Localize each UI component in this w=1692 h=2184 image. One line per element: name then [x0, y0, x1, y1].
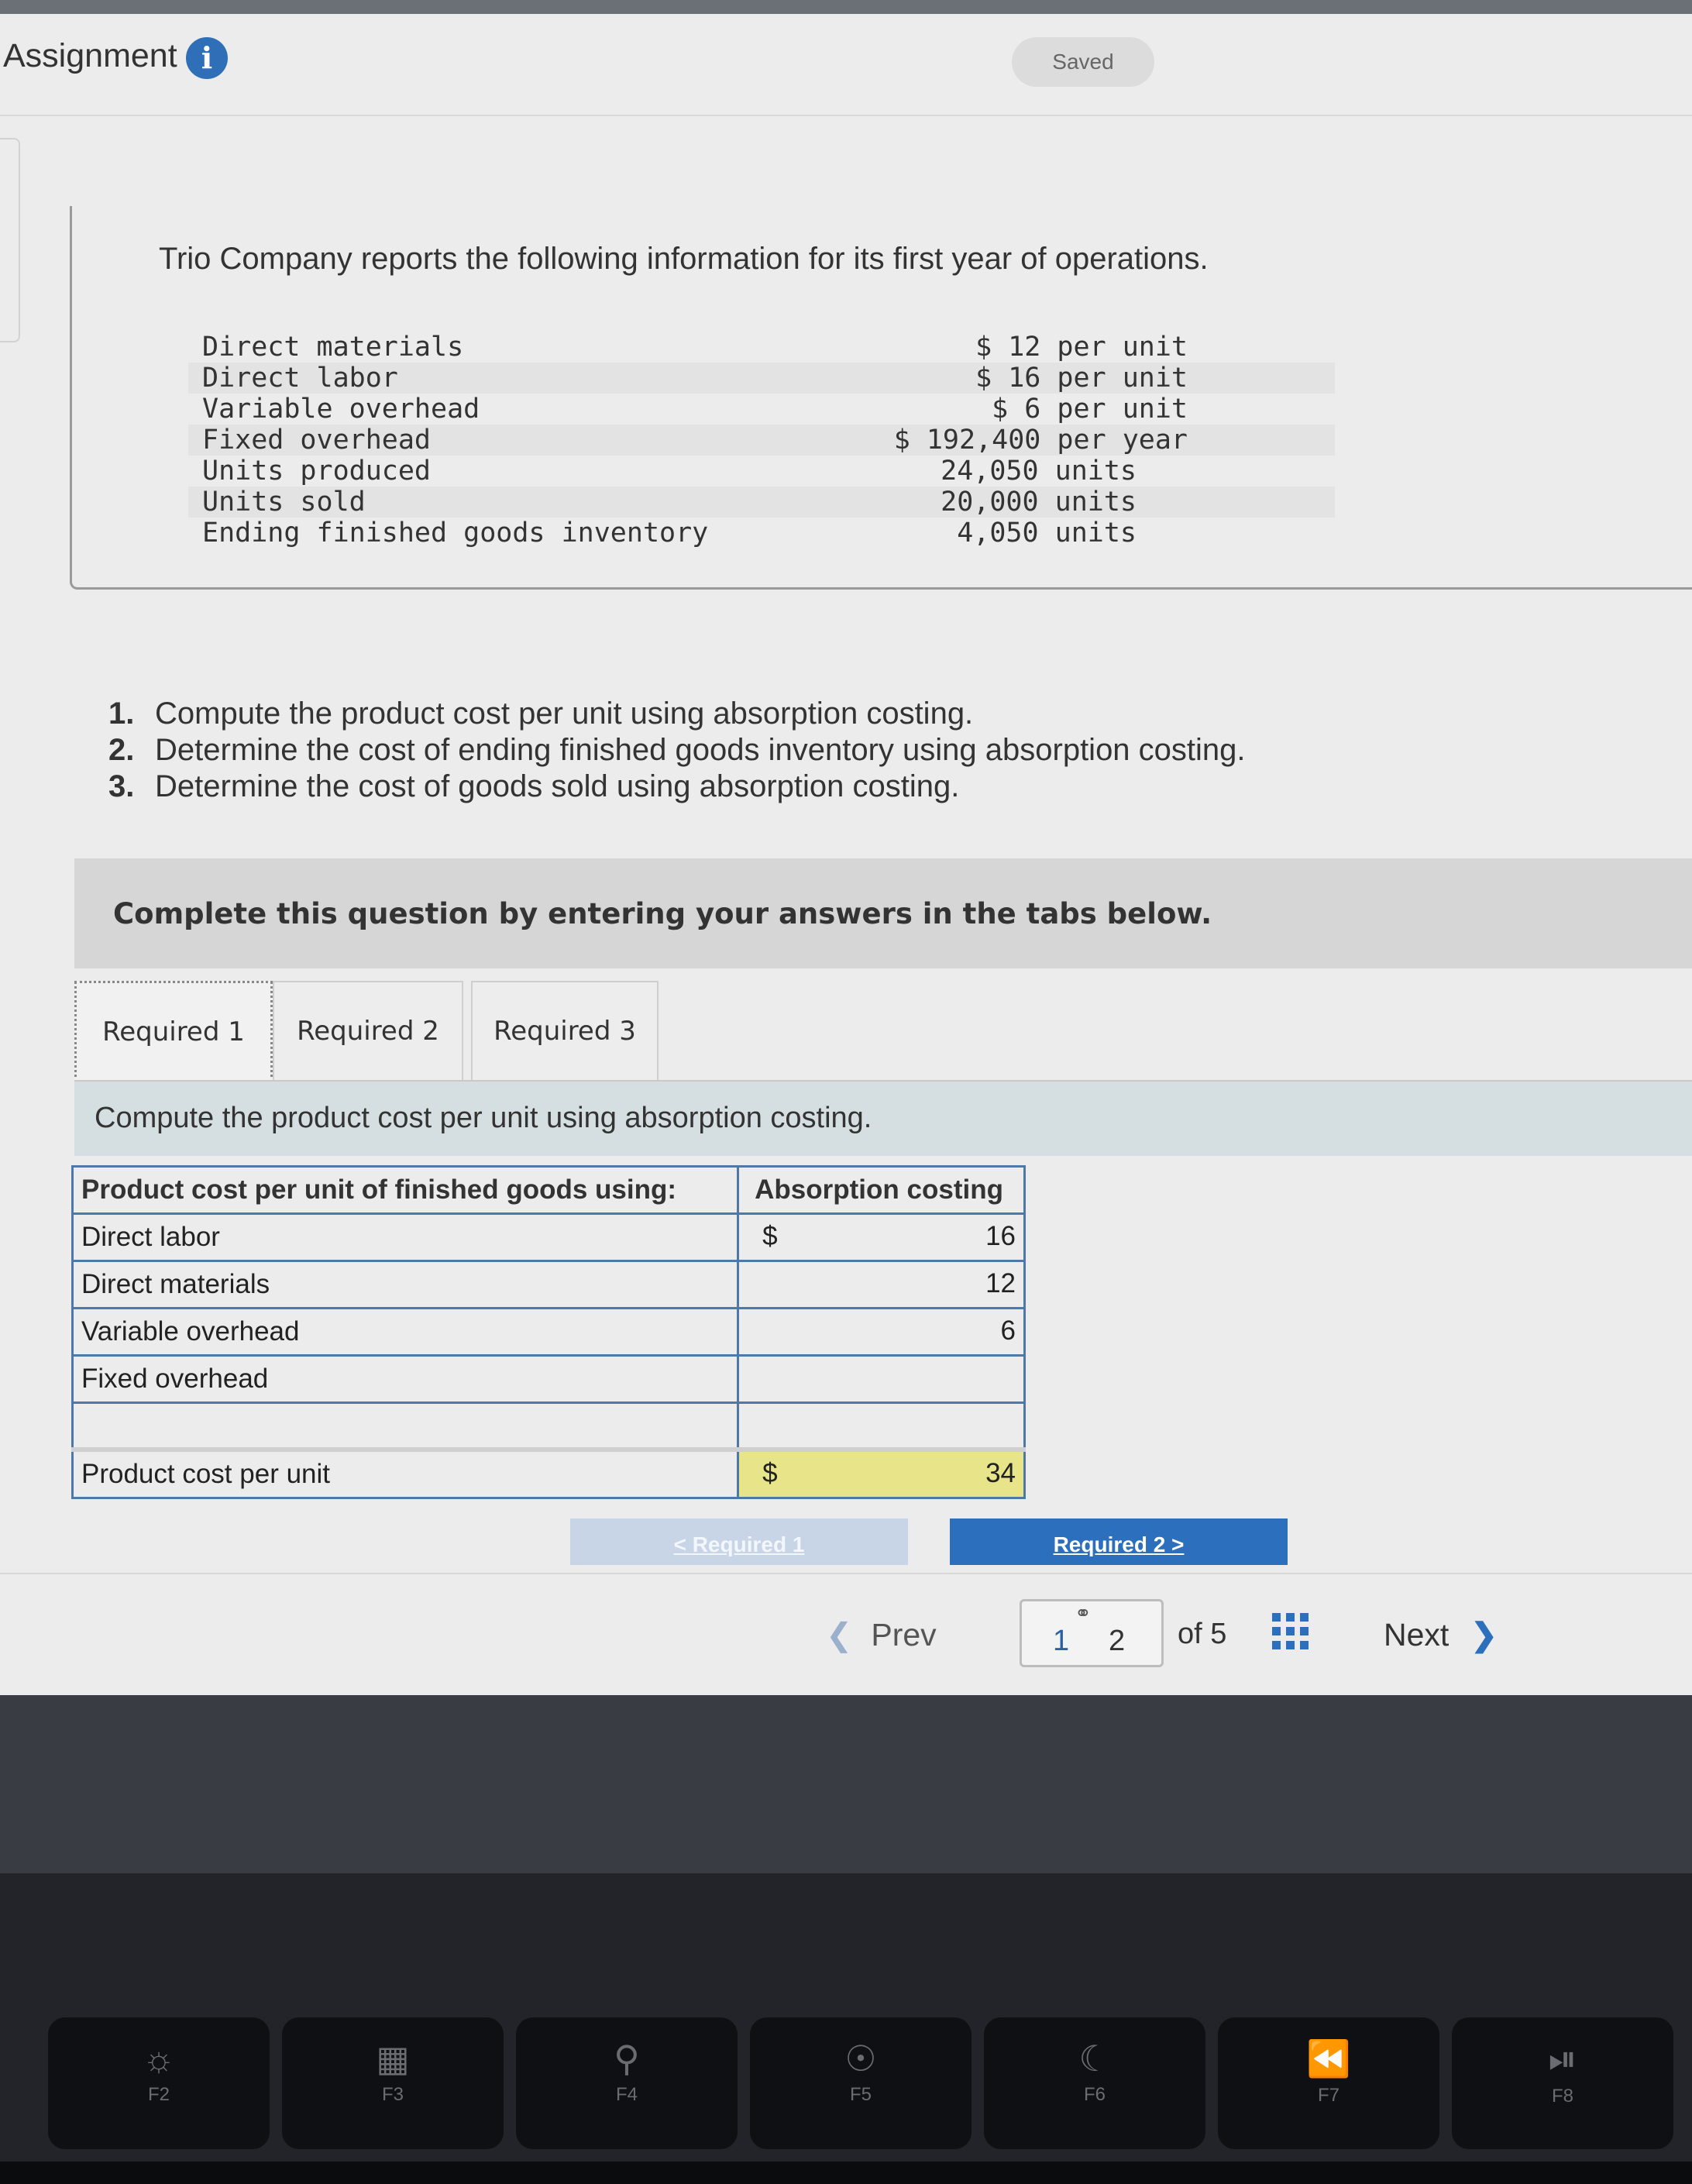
- column-header-item: Product cost per unit of finished goods using:: [73, 1167, 738, 1214]
- play-pause-icon: ⏯: [1548, 2038, 1577, 2079]
- data-value: 4,050 units: [957, 518, 1137, 549]
- data-label: Units sold: [202, 487, 366, 518]
- data-value: $ 192,400 per year: [893, 425, 1188, 456]
- side-panel-edge: [0, 138, 20, 342]
- data-value: 20,000 units: [941, 487, 1137, 518]
- data-row: [188, 487, 1335, 518]
- assignment-title: Assignment: [3, 37, 177, 74]
- key-f7: [1218, 2017, 1439, 2149]
- chevron-right-icon: ❯: [1470, 1617, 1498, 1653]
- key-f5: [750, 2017, 972, 2149]
- key-label: F8: [1551, 2086, 1573, 2107]
- question-list: [108, 696, 1246, 805]
- table-row: [73, 1356, 1025, 1403]
- key-label: F3: [381, 2084, 404, 2105]
- question-item: [108, 769, 1246, 805]
- banner-text: Complete this question by entering your answers in the tabs below.: [113, 897, 1212, 930]
- prev-label: Prev: [871, 1617, 937, 1653]
- key-label: F5: [849, 2084, 872, 2105]
- problem-intro: Trio Company reports the following information for its first year of operations.: [159, 242, 1209, 276]
- amount-value: 16: [985, 1221, 1016, 1251]
- data-label: Units produced: [202, 456, 432, 487]
- instruction-bar: [74, 1082, 1692, 1156]
- question-text: Determine the cost of goods sold using absorption costing.: [155, 769, 960, 803]
- tab-required-1[interactable]: Required 1: [74, 981, 273, 1083]
- data-label: Ending finished goods inventory: [202, 518, 709, 549]
- amount-input[interactable]: [738, 1309, 1025, 1356]
- amount-input[interactable]: [738, 1261, 1025, 1309]
- dollar-sign: $: [762, 1458, 778, 1488]
- key-f4: [516, 2017, 738, 2149]
- key-label: F2: [147, 2084, 170, 2105]
- table-row: [73, 1403, 1025, 1450]
- table-header-row: [73, 1167, 1025, 1214]
- next-button[interactable]: [1384, 1616, 1498, 1653]
- link-icon: ⚭: [1075, 1601, 1092, 1625]
- question-number: 2.: [108, 733, 135, 767]
- data-value: 24,050 units: [941, 456, 1137, 487]
- key-f6: [984, 2017, 1205, 2149]
- next-label: Next: [1384, 1617, 1450, 1653]
- row-label-input[interactable]: Variable overhead: [73, 1309, 738, 1356]
- tab-required-3[interactable]: Required 3: [471, 981, 659, 1080]
- grid-icon[interactable]: [1272, 1613, 1309, 1650]
- question-item: [108, 696, 1246, 732]
- laptop-bezel: [0, 1695, 1692, 1873]
- rewind-icon: ⏪: [1306, 2038, 1351, 2079]
- data-value: $ 12 per unit: [975, 332, 1188, 363]
- data-value: $ 16 per unit: [975, 363, 1188, 394]
- key-label: F7: [1317, 2085, 1340, 2106]
- answer-table: [71, 1165, 1026, 1499]
- key-label: F6: [1083, 2084, 1106, 2105]
- top-strip: [0, 0, 1692, 14]
- column-header-absorption: Absorption costing: [738, 1167, 1025, 1214]
- question-item: [108, 732, 1246, 769]
- prev-required-button[interactable]: < Required 1: [570, 1518, 908, 1565]
- key-f8: [1452, 2017, 1673, 2149]
- data-label: Direct labor: [202, 363, 398, 394]
- header-divider: [0, 115, 1692, 116]
- question-text: Determine the cost of ending finished goods inventory using absorption costing.: [155, 733, 1246, 767]
- data-row: [188, 456, 1335, 487]
- row-label-input[interactable]: Fixed overhead: [73, 1356, 738, 1403]
- problem-info-box: [70, 206, 1692, 590]
- total-label: Product cost per unit: [73, 1450, 738, 1498]
- row-label-input[interactable]: Direct materials: [73, 1261, 738, 1309]
- data-value: $ 6 per unit: [992, 394, 1188, 425]
- total-value: 34: [985, 1458, 1016, 1488]
- microphone-icon: ☉: [844, 2038, 877, 2079]
- question-number: 3.: [108, 769, 135, 803]
- complete-question-banner: [74, 858, 1692, 968]
- next-page-number: 2: [1109, 1625, 1126, 1657]
- data-label: Direct materials: [202, 332, 464, 363]
- data-row: [188, 394, 1335, 425]
- data-row: [188, 332, 1335, 363]
- info-icon[interactable]: i: [186, 37, 228, 79]
- browser-screen: [0, 14, 1692, 1695]
- problem-data-table: [188, 332, 1335, 549]
- total-row: [73, 1450, 1025, 1498]
- keyboard-next-row: [0, 2162, 1692, 2184]
- key-label: F4: [615, 2084, 638, 2105]
- moon-icon: ☾: [1078, 2038, 1111, 2079]
- key-f3: [282, 2017, 504, 2149]
- question-text: Compute the product cost per unit using absorption costing.: [155, 696, 974, 731]
- data-label: Variable overhead: [202, 394, 480, 425]
- table-row: [73, 1309, 1025, 1356]
- amount-input[interactable]: [738, 1214, 1025, 1261]
- amount-value: 12: [985, 1268, 1016, 1298]
- amount-value: 6: [1000, 1316, 1016, 1346]
- saved-status-badge: Saved: [1012, 37, 1154, 87]
- current-page: 1: [1053, 1625, 1070, 1657]
- data-row: [188, 518, 1335, 549]
- tab-required-2[interactable]: Required 2: [273, 981, 463, 1080]
- row-label-input[interactable]: [73, 1403, 738, 1450]
- brightness-up-icon: ☼: [142, 2038, 176, 2079]
- page-count: of 5: [1178, 1618, 1227, 1650]
- dollar-sign: $: [762, 1221, 778, 1251]
- key-f2: [48, 2017, 270, 2149]
- prev-button[interactable]: [826, 1616, 937, 1653]
- mission-control-icon: ▦: [376, 2038, 410, 2079]
- next-required-button[interactable]: Required 2 >: [950, 1518, 1288, 1565]
- pager-divider: [0, 1573, 1692, 1574]
- page-selector[interactable]: [1020, 1599, 1164, 1667]
- table-row: [73, 1261, 1025, 1309]
- total-value-cell: [738, 1450, 1025, 1498]
- row-label-input[interactable]: Direct labor: [73, 1214, 738, 1261]
- search-icon: ⚲: [614, 2038, 640, 2079]
- data-row: [188, 363, 1335, 394]
- data-label: Fixed overhead: [202, 425, 432, 456]
- instruction-text: Compute the product cost per unit using absorption costing.: [95, 1102, 872, 1134]
- data-row: [188, 425, 1335, 456]
- assignment-header: [0, 14, 1692, 115]
- chevron-left-icon: ❮: [826, 1617, 853, 1653]
- question-number: 1.: [108, 696, 135, 731]
- amount-input[interactable]: [738, 1403, 1025, 1450]
- amount-input[interactable]: [738, 1356, 1025, 1403]
- table-row: [73, 1214, 1025, 1261]
